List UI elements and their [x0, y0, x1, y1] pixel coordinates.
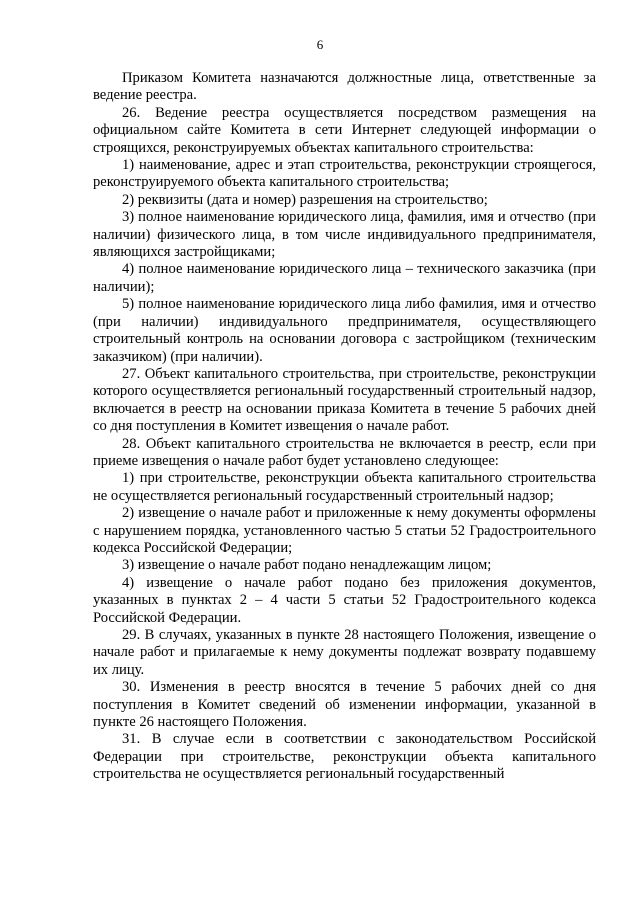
- paragraph-27: 27. Объект капитального строительства, при строительстве, реконструкции которого осуществляется региональный государственный строительный надзор, включается в реестр на основании приказа Комитета в течение 5 рабочих дней со дня поступления в Комитет извещения о начале работ.: [93, 365, 596, 435]
- document-body: [93, 70, 596, 784]
- page-number: 6: [316, 37, 324, 52]
- paragraph-26: 26. Ведение реестра осуществляется посредством размещения на официальном сайте Комитета в сети Интернет следующей информации о строящихся, реконструируемых объектах капитального строительства:: [93, 104, 596, 156]
- paragraph-26-item-5: 5) полное наименование юридического лица либо фамилия, имя и отчество (при наличии) индивидуального предпринимателя, осуществляющего строительный контроль на основании договора с застройщиком (техническим заказчиком) (при наличии).: [93, 296, 596, 365]
- paragraph-28-item-4: 4) извещение о начале работ подано без приложения документов, указанных в пунктах 2 – 4 части 5 статьи 52 Градостроительного кодекса Российской Федерации.: [93, 574, 596, 626]
- paragraph-28: 28. Объект капитального строительства не включается в реестр, если при приеме извещения о начале работ будет установлено следующее:: [93, 435, 596, 469]
- paragraph-28-item-2: 2) извещение о начале работ и приложенные к нему документы оформлены с нарушением порядка, установленного частью 5 статьи 52 Градостроительного кодекса Российской Федерации;: [93, 505, 596, 556]
- paragraph-30: 30. Изменения в реестр вносятся в течение 5 рабочих дней со дня поступления в Комитет сведений об изменении информации, указанной в пункте 26 настоящего Положения.: [93, 679, 596, 731]
- paragraph-28-item-1: 1) при строительстве, реконструкции объекта капитального строительства не осуществляется региональный государственный строительный надзор;: [93, 470, 596, 504]
- paragraph-26-item-2: 2) реквизиты (дата и номер) разрешения на строительство;: [122, 191, 488, 208]
- paragraph-31: 31. В случае если в соответствии с законодательством Российской Федерации при строительстве, реконструкции объекта капитального строительства не осуществляется региональный государственный: [93, 731, 596, 783]
- paragraph-26-item-4: 4) полное наименование юридического лица – технического заказчика (при наличии);: [93, 261, 596, 295]
- paragraph-26-item-1: 1) наименование, адрес и этап строительства, реконструкции строящегося, реконструируемого объекта капитального строительства;: [93, 157, 596, 191]
- paragraph-26-item-3: 3) полное наименование юридического лица, фамилия, имя и отчество (при наличии) физического лица, в том числе индивидуального предпринимателя, являющихся застройщиками;: [93, 209, 596, 261]
- paragraph-responsible-persons: Приказом Комитета назначаются должностные лица, ответственные за ведение реестра.: [93, 70, 596, 104]
- paragraph-29: 29. В случаях, указанных в пункте 28 настоящего Положения, извещение о начале работ и прилагаемые к нему документы подлежат возврату подавшему их лицу.: [93, 627, 596, 678]
- paragraph-28-item-3: 3) извещение о начале работ подано ненадлежащим лицом;: [122, 557, 492, 574]
